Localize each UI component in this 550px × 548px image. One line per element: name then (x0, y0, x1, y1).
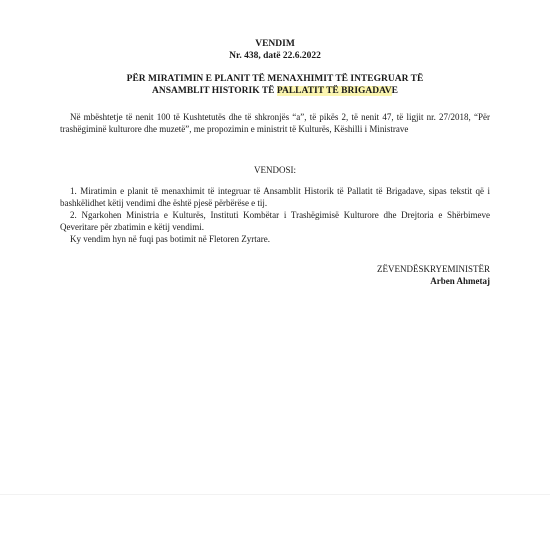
signatory-name: Arben Ahmetaj (430, 276, 490, 286)
point-2: 2. Ngarkohen Ministria e Kulturës, Instituti Kombëtar i Trashëgimisë Kulturore dhe Drejtoria e Shërbimeve Qeveritare për zbatimin e këtij vendimi. (60, 210, 490, 232)
subject-line-2-start: ANSAMBLIT HISTORIK TË (152, 86, 277, 96)
subject-line-1: PËR MIRATIMIN E PLANIT TË MENAXHIMIT TË INTEGRUAR TË (126, 74, 424, 84)
subject-line-2-end: E (391, 86, 398, 96)
document-heading: VENDIM (255, 39, 295, 49)
subject-line-2 (0, 86, 550, 96)
vendosi-heading: VENDOSI: (254, 165, 296, 175)
point-1: 1. Miratimin e planit të menaxhimit të integruar të Ansamblit Historik të Pallatit të Brigadave, sipas tekstit që i bashkëlidhet këtij vendimi dhe është pjesë përbërëse e tij. (60, 186, 490, 208)
page-divider (0, 494, 550, 495)
highlighted-text: PALLATIT TË BRIGADAV (276, 86, 392, 96)
closing-sentence: Ky vendim hyn në fuqi pas botimit në Fletoren Zyrtare. (70, 234, 270, 244)
decision-number: Nr. 438, datë 22.6.2022 (229, 51, 321, 61)
signatory-role: ZËVENDËSKRYEMINISTËR (377, 264, 490, 274)
intro-paragraph: Në mbështetje të nenit 100 të Kushtetutës dhe të shkronjës “a”, të pikës 2, të nenit 47, të ligjit nr. 27/2018, “Për trashëgiminë kulturore dhe muzetë”, me propozimin e ministrit të Kulturës, Këshilli i Ministrave (60, 112, 490, 134)
